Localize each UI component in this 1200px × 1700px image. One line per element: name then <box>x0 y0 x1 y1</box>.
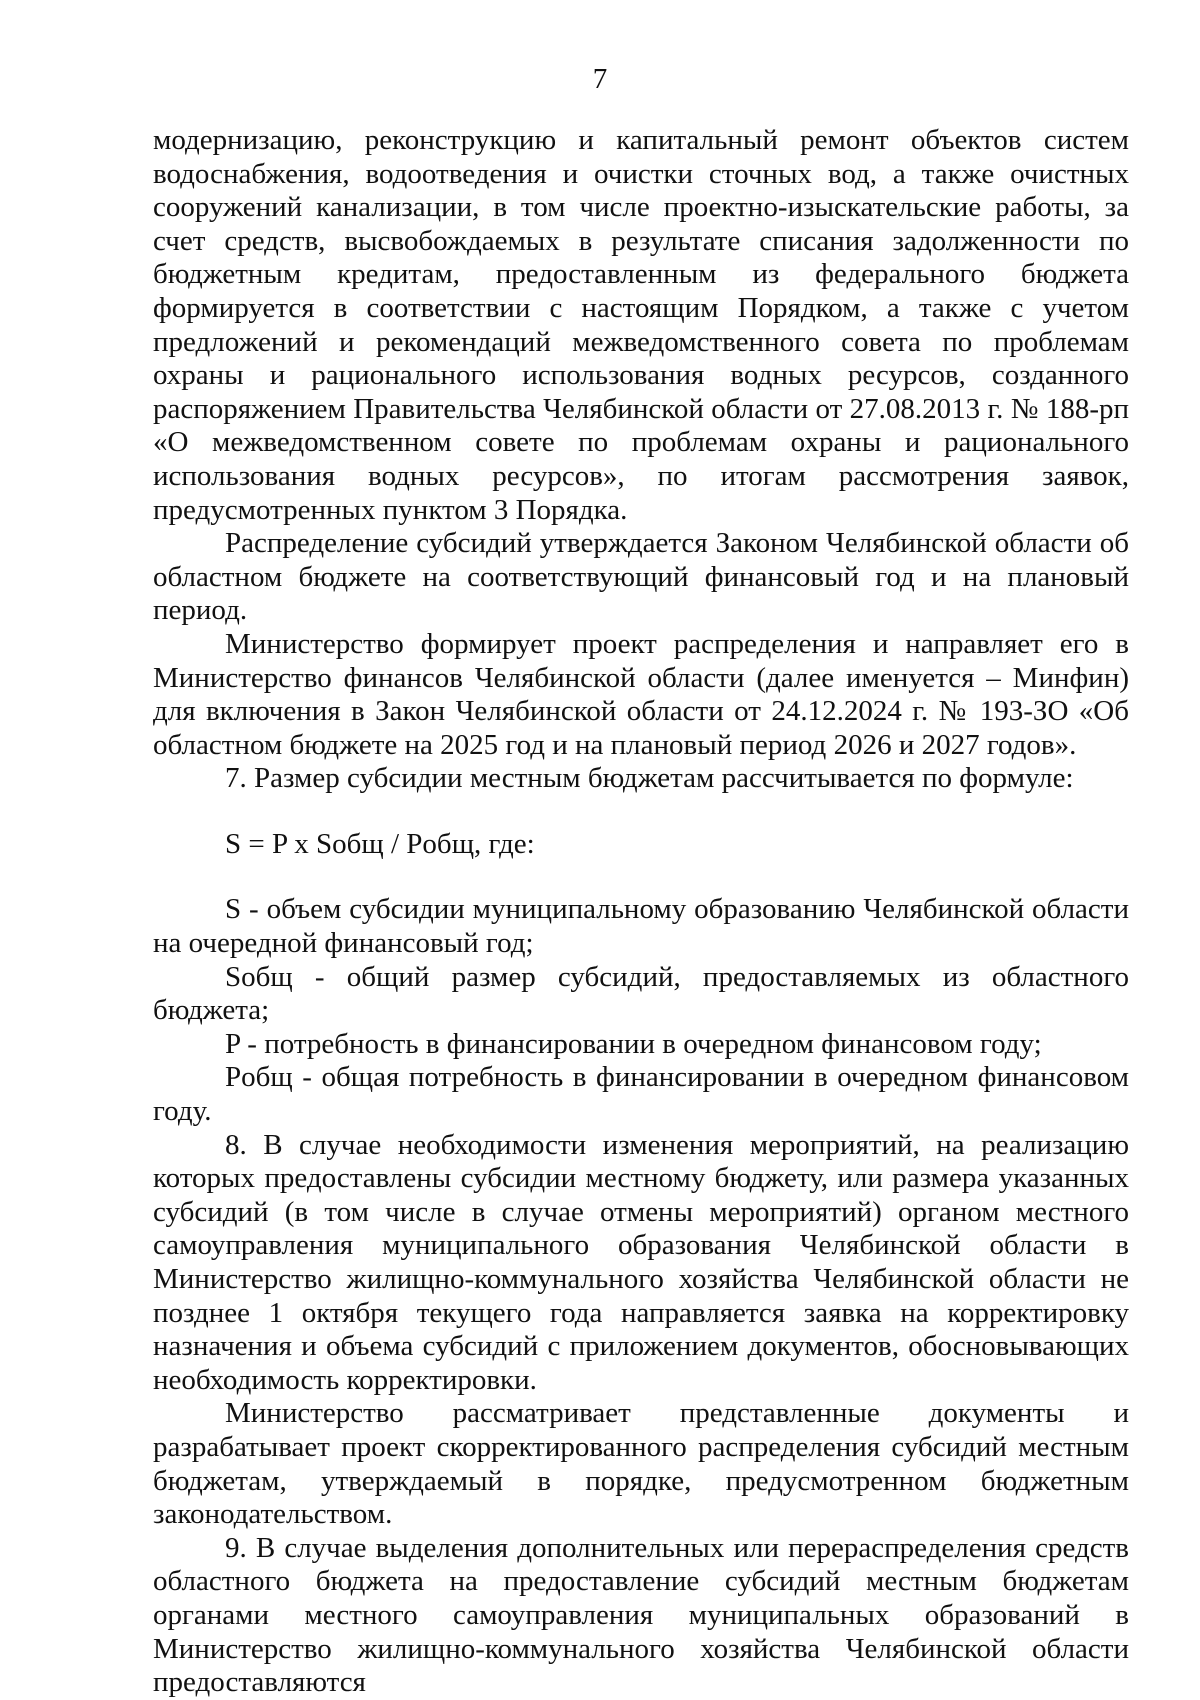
paragraph-item-7: 7. Размер субсидии местным бюджетам рассчитывается по формуле: <box>225 762 1074 795</box>
paragraph-item-8: 8. В случае необходимости изменения мероприятий, на реализацию которых предоставлены субсидии местному бюджету, или размера указанных субсидий (в том числе в случае отмены мероприятий) органом местного самоуправления муниципального образования Челябинской области в Министерство жилищно-коммунального хозяйства Челябинской области не позднее 1 октября текущего года направляется заявка на корректировку назначения и объема субсидий с приложением документов, обосновывающих необходимость корректировки. <box>153 1128 1129 1396</box>
paragraph-distribution: Распределение субсидий утверждается Законом Челябинской области об областном бюджете на соответствующий финансовый год и на плановый период. <box>153 527 1129 627</box>
paragraph-continuation: модернизацию, реконструкцию и капитальный ремонт объектов систем водоснабжения, водоотведения и очистки сточных вод, а также очистных сооружений канализации, в том числе проектно-изыскательские работы, за счет средств, высвобождаемых в результате списания задолженности по бюджетным кредитам, предоставленным из федерального бюджета формируется в соответствии с настоящим Порядком, а также с учетом предложений и рекомендаций межведомственного совета по проблемам охраны и рационального использования водных ресурсов, созданного распоряжением Правительства Челябинской области от 27.08.2013 г. № 188-рп «О межведомственном совете по проблемам охраны и рационального использования водных ресурсов», по итогам рассмотрения заявок, предусмотренных пунктом 3 Порядка. <box>153 124 1129 526</box>
formula: S = P x Sобщ / Pобщ, где: <box>225 827 535 860</box>
page-number: 7 <box>592 63 608 95</box>
definition-p-total: Pобщ - общая потребность в финансировании в очередном финансовом году. <box>153 1061 1129 1128</box>
document-body <box>153 124 1129 1700</box>
paragraph-item-9: 9. В случае выделения дополнительных или перераспределения средств областного бюджета на предоставление субсидий местным бюджетам органами местного самоуправления муниципальных образований в Министерство жилищно-коммунального хозяйства Челябинской области предоставляются <box>153 1531 1129 1699</box>
paragraph-ministry-project: Министерство формирует проект распределения и направляет его в Министерство финансов Челябинской области (далее именуется – Минфин) для включения в Закон Челябинской области от 24.12.2024 г. № 193-ЗО «Об областном бюджете на 2025 год и на плановый период 2026 и 2027 годов». <box>153 627 1129 761</box>
definition-s: S - объем субсидии муниципальному образованию Челябинской области на очередной финансовый год; <box>153 893 1129 960</box>
definition-s-total: Sобщ - общий размер субсидий, предоставляемых из областного бюджета; <box>153 960 1129 1027</box>
definition-p: P - потребность в финансировании в очередном финансовом году; <box>225 1027 1042 1060</box>
paragraph-ministry-review: Министерство рассматривает представленные документы и разрабатывает проект скорректированного распределения субсидий местным бюджетам, утверждаемый в порядке, предусмотренном бюджетным законодательством. <box>153 1397 1129 1531</box>
